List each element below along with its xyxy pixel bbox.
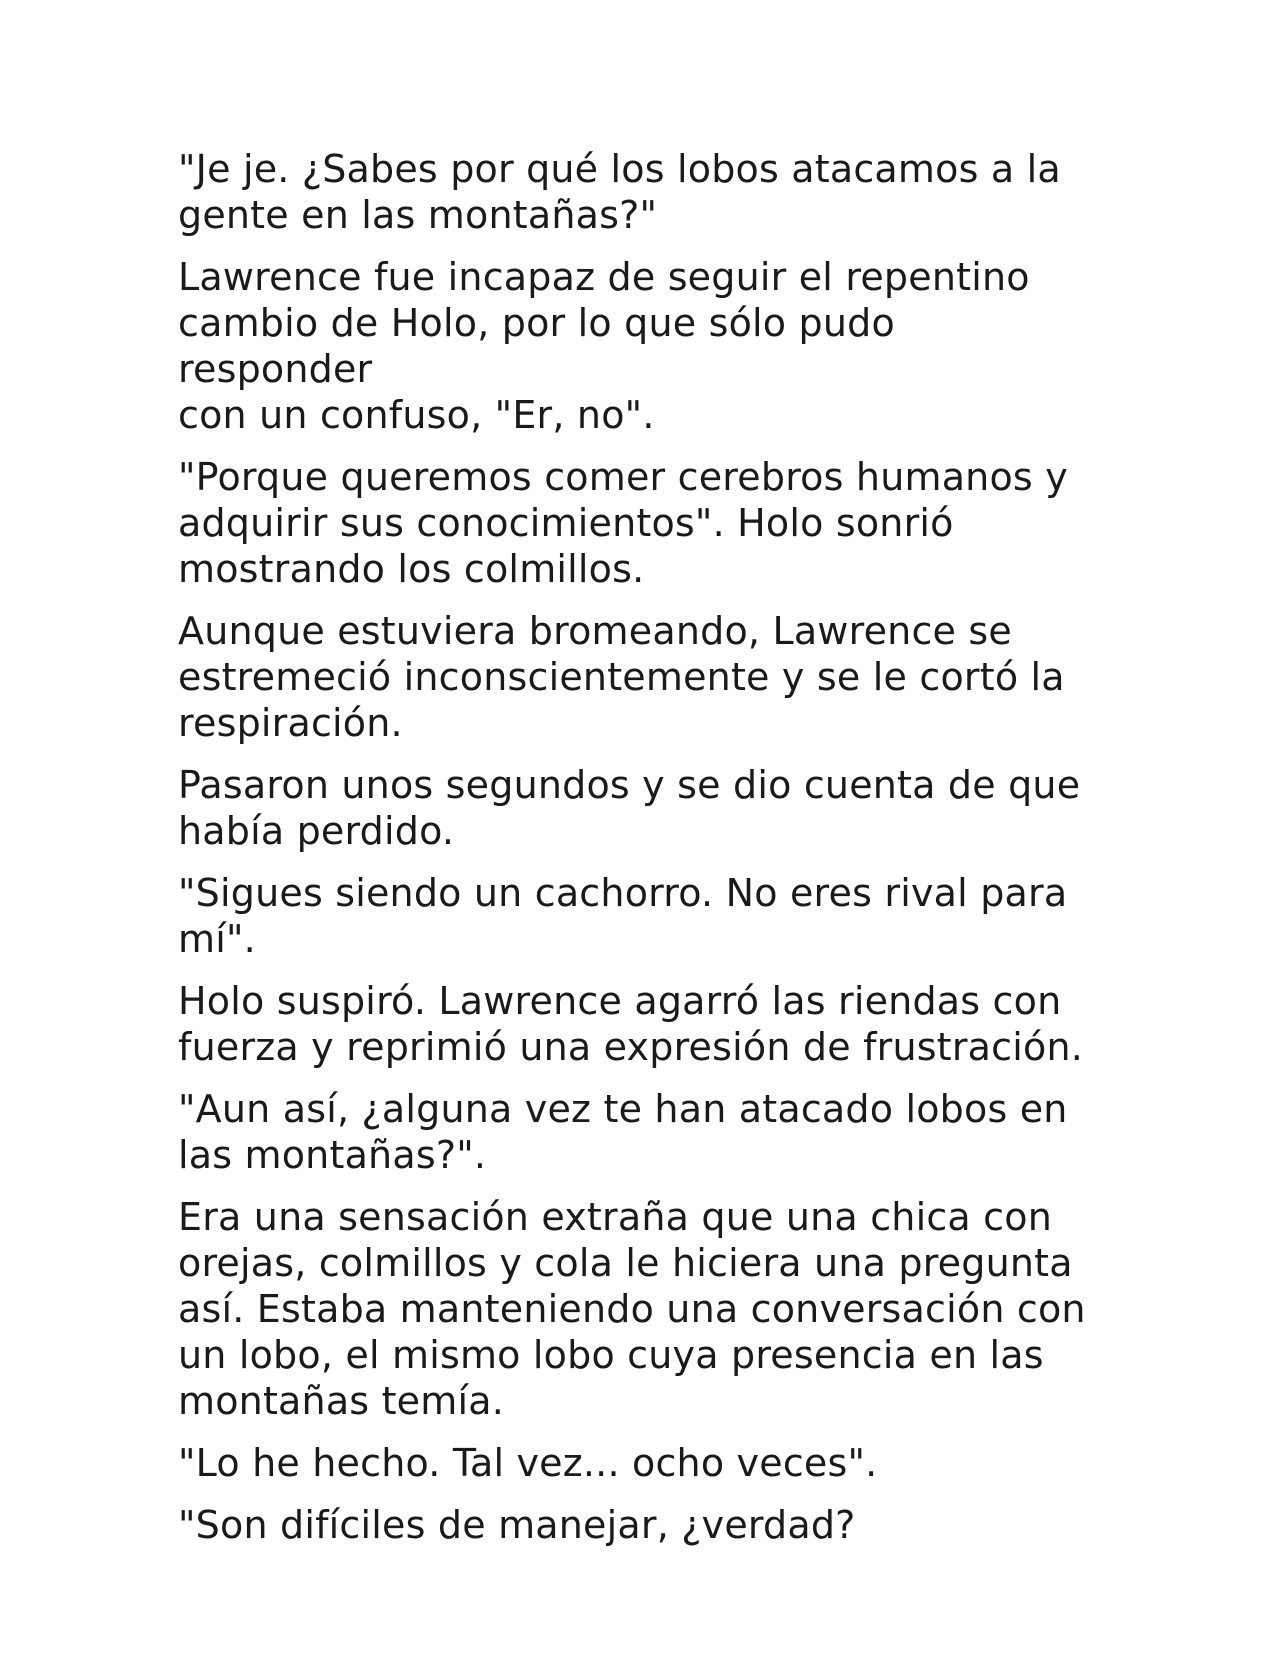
paragraph: "Aun así, ¿alguna vez te han atacado lobos en las montañas?". xyxy=(178,1087,1068,1177)
document-body xyxy=(178,146,1098,1564)
paragraph: "Lo he hecho. Tal vez... ocho veces". xyxy=(178,1441,878,1485)
paragraph: "Son difíciles de manejar, ¿verdad? xyxy=(178,1503,856,1547)
paragraph: "Porque queremos comer cerebros humanos y adquirir sus conocimientos". Holo sonrió mostrando los colmillos. xyxy=(178,455,1068,591)
paragraph: Aunque estuviera bromeando, Lawrence se estremeció inconscientemente y se le cortó la respiración. xyxy=(178,609,1065,745)
paragraph: "Je je. ¿Sabes por qué los lobos atacamos a la gente en las montañas?" xyxy=(178,147,1061,237)
paragraph: Pasaron unos segundos y se dio cuenta de que había perdido. xyxy=(178,763,1081,853)
paragraph: Era una sensación extraña que una chica con orejas, colmillos y cola le hiciera una pregunta así. Estaba manteniendo una conversación con un lobo, el mismo lobo cuya presencia en las montañas temía. xyxy=(178,1195,1086,1423)
paragraph: "Sigues siendo un cachorro. No eres rival para mí". xyxy=(178,871,1068,961)
paragraph: Holo suspiró. Lawrence agarró las riendas con fuerza y reprimió una expresión de frustración. xyxy=(178,979,1084,1069)
paragraph: Lawrence fue incapaz de seguir el repentino cambio de Holo, por lo que sólo pudo responder con un confuso, "Er, no". xyxy=(178,255,1030,437)
